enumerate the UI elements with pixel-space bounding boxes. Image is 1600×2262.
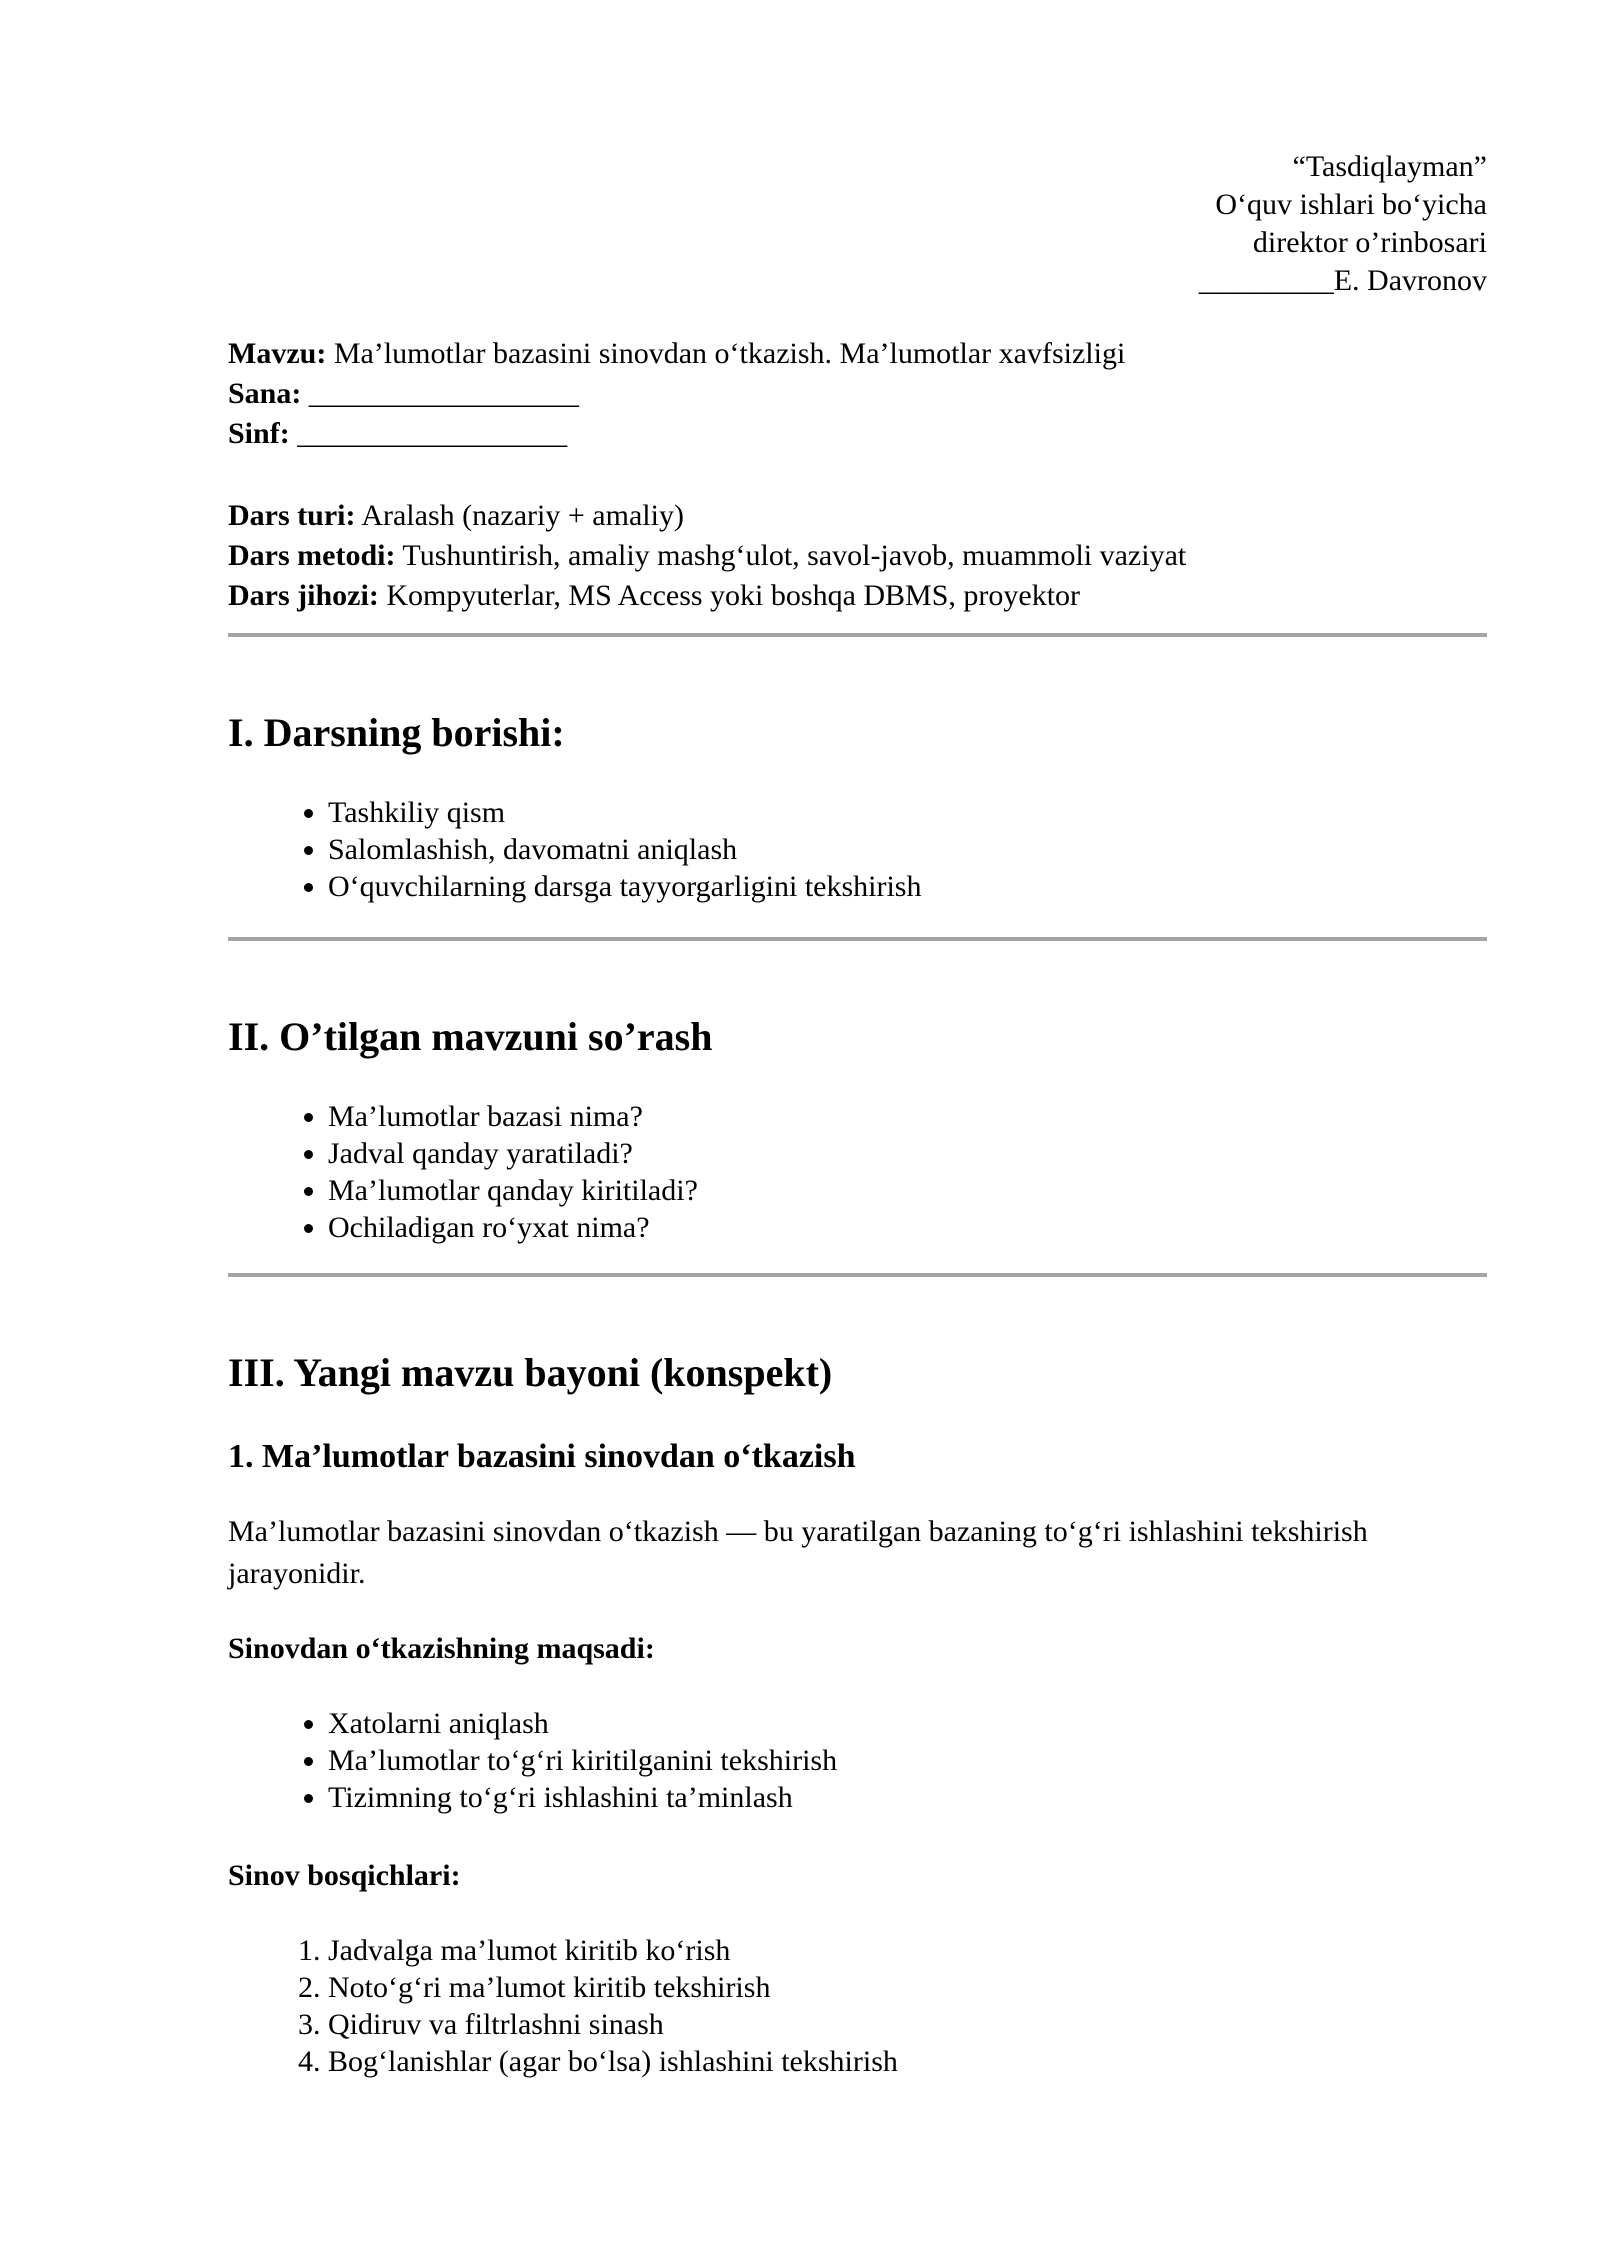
approval-line-role: direktor o’rinbosari <box>1252 226 1487 259</box>
list-item: 1. Jadvalga ma’lumot kiritib ko‘rish <box>328 1932 1487 1969</box>
list-item: • Ma’lumotlar bazasi nima? <box>328 1098 1487 1135</box>
class-blank: __________________ <box>289 417 568 450</box>
approval-line-department: O‘quv ishlari bo‘yicha <box>1215 188 1487 221</box>
testing-purpose-bullet-list <box>228 1705 1487 1816</box>
list-item: • Xatolarni aniqlash <box>328 1705 1487 1742</box>
date-line <box>228 374 1487 414</box>
list-item: 2. Noto‘g‘ri ma’lumot kiritib tekshirish <box>328 1969 1487 2006</box>
class-label: Sinf: <box>228 417 290 450</box>
testing-stages-title: Sinov bosqichlari: <box>228 1859 461 1892</box>
section-2-title: II. O’tilgan mavzuni so’rash <box>228 1014 713 1059</box>
section-3-subsection-title: 1. Ma’lumotlar bazasini sinovdan o‘tkazish <box>228 1438 856 1475</box>
lesson-meta-block <box>228 334 1487 454</box>
list-item: • O‘quvchilarning darsga tayyorgarligini tekshirish <box>328 868 1487 905</box>
lesson-type-line <box>228 496 1487 536</box>
topic-text: Ma’lumotlar bazasini sinovdan o‘tkazish. Ma’lumotlar xavfsizligi <box>326 337 1126 370</box>
list-item: • Ma’lumotlar to‘g‘ri kiritilganini tekshirish <box>328 1742 1487 1779</box>
approval-line-quote: “Tasdiqlayman” <box>1292 150 1487 183</box>
lesson-details-block <box>228 496 1487 616</box>
date-blank: __________________ <box>301 377 579 410</box>
lesson-type-text: Aralash (nazariy + amaliy) <box>355 499 684 532</box>
list-item: • Ma’lumotlar qanday kiritiladi? <box>328 1172 1487 1209</box>
lesson-method-label: Dars metodi: <box>228 539 396 572</box>
lesson-equipment-line <box>228 576 1487 616</box>
lesson-type-label: Dars turi: <box>228 499 356 532</box>
lesson-equipment-text: Kompyuterlar, MS Access yoki boshqa DBMS, proyektor <box>378 579 1081 612</box>
list-item: • Jadval qanday yaratiladi? <box>328 1135 1487 1172</box>
section-divider-1 <box>228 633 1487 637</box>
section-1-title: I. Darsning borishi: <box>228 710 565 755</box>
topic-line <box>228 334 1487 374</box>
list-item: 4. Bog‘lanishlar (agar bo‘lsa) ishlashini tekshirish <box>328 2043 1487 2080</box>
list-item: • Salomlashish, davomatni aniqlash <box>328 831 1487 868</box>
section-3-title: III. Yangi mavzu bayoni (konspekt) <box>228 1350 833 1395</box>
class-line <box>228 414 1487 454</box>
section-1-bullet-list <box>228 794 1487 905</box>
list-item: • Tizimning to‘g‘ri ishlashini ta’minlash <box>328 1779 1487 1816</box>
section-divider-3 <box>228 1273 1487 1277</box>
lesson-method-text: Tushuntirish, amaliy mashg‘ulot, savol-javob, muammoli vaziyat <box>395 539 1187 572</box>
list-item: • Ochiladigan ro‘yxat nima? <box>328 1209 1487 1246</box>
lesson-method-line <box>228 536 1487 576</box>
topic-label: Mavzu: <box>228 337 327 370</box>
approval-line-signature: _________E. Davronov <box>1198 264 1487 297</box>
section-3-paragraph: Ma’lumotlar bazasini sinovdan o‘tkazish — bu yaratilgan bazaning to‘g‘ri ishlashini tekshirish jarayonidir. <box>228 1515 1368 1590</box>
testing-purpose-title: Sinovdan o‘tkazishning maqsadi: <box>228 1632 655 1665</box>
list-item: 3. Qidiruv va filtrlashni sinash <box>328 2006 1487 2043</box>
list-item: • Tashkiliy qism <box>328 794 1487 831</box>
lesson-equipment-label: Dars jihozi: <box>228 579 379 612</box>
approval-block <box>228 148 1487 300</box>
section-divider-2 <box>228 937 1487 941</box>
section-2-bullet-list <box>228 1098 1487 1246</box>
date-label: Sana: <box>228 377 302 410</box>
testing-stages-numbered-list <box>228 1932 1487 2080</box>
